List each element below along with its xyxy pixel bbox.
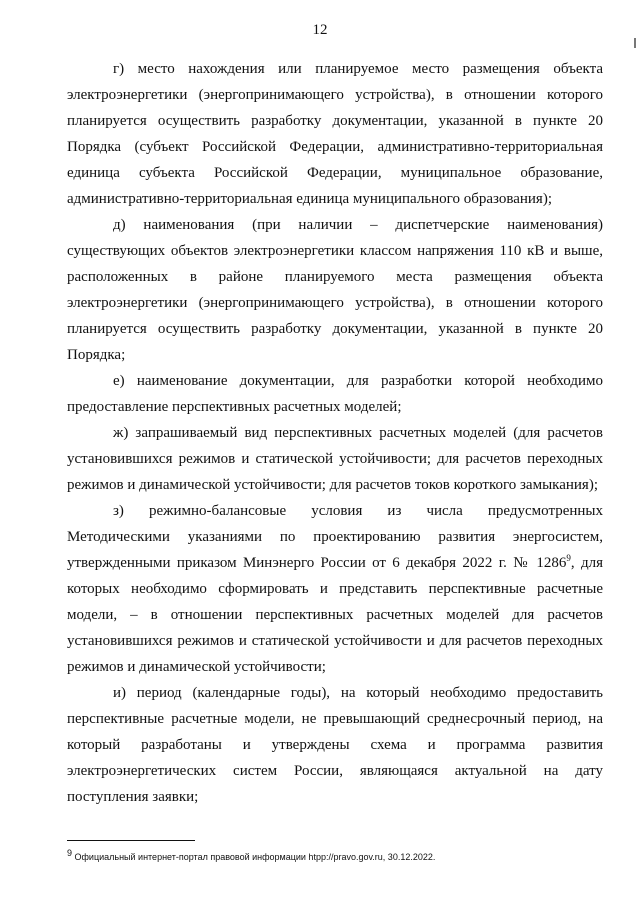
paragraph-d: д) наименования (при наличии – диспетчерские наименования) существующих объектов электроэнергетики классом напряжения 110 кВ и выше, расположенных в районе планируемого места размещения объекта электроэнергетики (энергопринимающего устройства), в отношении которого планируется осуществить разработку документации, указанной в пункте 20 Порядка; (67, 217, 603, 363)
document-body (67, 56, 603, 810)
footnote-marker: 9 (67, 848, 73, 858)
paragraph-e: е) наименование документации, для разработки которой необходимо предоставление перспективных расчетных моделей; (67, 373, 603, 415)
footnote-text: Официальный интернет-портал правовой информации htpp://pravo.gov.ru, 30.12.2022. (72, 852, 436, 862)
paragraph-z-text-after: , для которых необходимо сформировать и представить перспективные расчетные модели, – в отношении перспективных расчетных моделей для расчетов установившихся режимов и статической устойчивости и для расчетов переходных режимов и динамической устойчивости; (67, 555, 603, 675)
paragraph-z-text-before: з) режимно-балансовые условия из числа предусмотренных Методическими указаниями по проектированию развития энергосистем, утвержденными приказом Минэнерго России от 6 декабря 2022 г. № 1286 (67, 503, 603, 571)
paragraph-i: и) период (календарные годы), на который необходимо предоставить перспективные расчетные модели, не превышающий среднесрочный период, на который разработаны и утверждены схема и программа развития электроэнергетических систем России, являющаяся актуальной на дату поступления заявки; (67, 685, 603, 805)
footnote (67, 848, 603, 864)
paragraph-g: г) место нахождения или планируемое место размещения объекта электроэнергетики (энергопринимающего устройства), в отношении которого планируется осуществить разработку документации, указанной в пункте 20 Порядка (субъект Российской Федерации, административно-территориальная единица субъекта Российской Федерации, муниципальное образование, административно-территориальная единица муниципального образования); (67, 61, 603, 207)
footnote-separator (67, 840, 195, 841)
paragraph-zh: ж) запрашиваемый вид перспективных расчетных моделей (для расчетов установившихся режимов и статической устойчивости; для расчетов переходных режимов и динамической устойчивости; для расчетов токов короткого замыкания); (67, 425, 603, 493)
page-number: 12 (312, 22, 328, 38)
scan-edge-mark (634, 38, 636, 48)
paragraph-z (67, 498, 603, 680)
footnote-reference: 9 (566, 553, 571, 563)
